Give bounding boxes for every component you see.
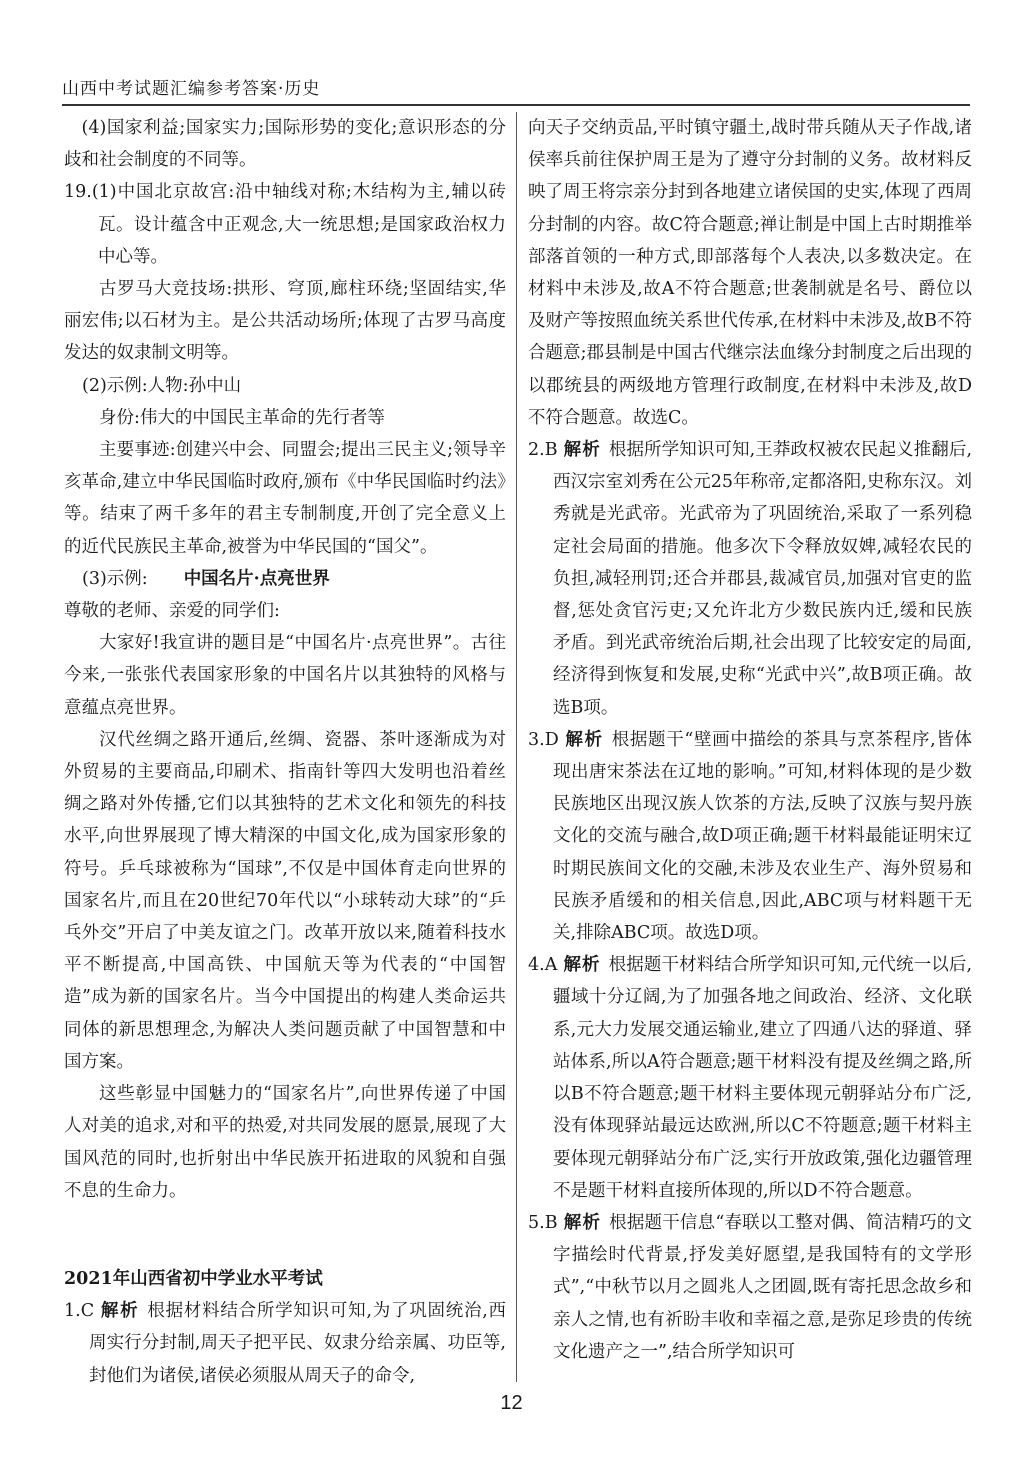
page-number: 12	[500, 1392, 523, 1414]
answer-18-4: (4)国家利益;国家实力;国际形势的变化;意识形态的分歧和社会制度的不同等。	[64, 118, 506, 171]
column-divider	[516, 112, 517, 1382]
answer-19-1-rome: 古罗马大竞技场:拱形、穹顶,廊柱环绕;坚固结实,华丽宏伟;以石材为主。是公共活动场所;体现了古罗马高度发达的奴隶制文明等。	[64, 279, 506, 364]
answer-1	[64, 1295, 506, 1392]
page-header: 山西中考试题汇编参考答案·历史	[62, 79, 321, 99]
answer-5-label: 解析	[563, 1212, 602, 1233]
right-column	[528, 112, 972, 1368]
speech-paragraph-2: 汉代丝绸之路开通后,丝绸、瓷器、茶叶逐渐成为对外贸易的主要商品,印刷术、指南针等四大发明也沿着丝绸之路对外传播,它们以其独特的艺术文化和领先的科技水平,向世界展现了博大精深的中国文化,成为国家形象的符号。乒乓球被称为“国球”,不仅是中国体育走向世界的国家名片,而且在20世纪70年代以“小球转动大球”的“乒乓外交”开启了中美友谊之门。改革开放以来,随着科技水平不断提高,中国高铁、中国航天等为代表的“中国智造”成为新的国家名片。当今中国提出的构建人类命运共同体的新思想理念,为解决人类问题贡献了中国智慧和中国方案。	[64, 729, 506, 1072]
answer-2-number: 2.B	[528, 440, 558, 461]
answer-2	[528, 434, 972, 724]
answer-2-text: 根据所学知识可知,王莽政权被农民起义推翻后,西汉宗室刘秀在公元25年称帝,定都洛阳,史称东汉。刘秀就是光武帝。光武帝为了巩固统治,采取了一系列稳定社会局面的措施。他多次下令释放奴婢,减轻农民的负担,减轻刑罚;还合并郡县,裁减官员,加强对官吏的监督,惩处贪官污吏;又允许北方少数民族内迁,缓和民族矛盾。到光武帝统治后期,社会出现了比较安定的局面,经济得到恢复和发展,史称“光武中兴”,故B项正确。故选B项。	[553, 440, 973, 718]
answer-4-label: 解析	[563, 955, 601, 976]
answer-4-text: 根据题干材料结合所学知识可知,元代统一以后,疆域十分辽阔,为了加强各地之间政治、经济、文化联系,元大力发展交通运输业,建立了四通八达的驿道、驿站体系,所以A符合题意;题干材料没有提及丝绸之路,所以B不符合题意;题干材料主要体现元朝驿站分布广泛,没有体现驿站最远达欧洲,所以C不符题意;题干材料主要体现元朝驿站分布广泛,实行开放政策,强化边疆管理不是题干材料直接所体现的,所以D不符合题意。	[553, 955, 973, 1201]
answer-1-continued: 向天子交纳贡品,平时镇守疆土,战时带兵随从天子作战,诸侯率兵前往保护周王是为了遵守分封制的义务。故材料反映了周王将宗亲分封到各地建立诸侯国的史实,体现了西周分封制的内容。故C符合题意;禅让制是中国上古时期推举部落首领的一种方式,即部落每个人表决,以多数决定。在材料中未涉及,故A不符合题意;世袭制就是名号、爵位以及财产等按照血统关系世代传承,在材料中未涉及,故B不符合题意;郡县制是中国古代继宗法血缘分封制度之后出现的以郡统县的两级地方管理行政制度,在材料中未涉及,故D不符合题意。故选C。	[528, 118, 972, 428]
answer-2-label: 解析	[563, 440, 601, 461]
answer-3-label: 解析	[564, 729, 604, 750]
answer-19-3	[64, 563, 506, 595]
answer-19-3-prefix: (3)示例:	[82, 568, 148, 589]
answer-19-2-deeds: 主要事迹:创建兴中会、同盟会;提出三民主义;领导辛亥革命,建立中华民国临时政府,颁布《中华民国临时约法》等。结束了两千多年的君主专制制度,开创了完全意义上的近代民族民主革命,被誉为中华民国的“国父”。	[64, 440, 506, 557]
answer-19-1: 19.(1)中国北京故宫:沿中轴线对称;木结构为主,辅以砖瓦。设计蕴含中正观念,大一统思想;是国家政治权力中心等。	[64, 182, 506, 267]
answer-19-2-identity: 身份:伟大的中国民主革命的先行者等	[99, 407, 385, 428]
speech-greeting: 尊敬的老师、亲爱的同学们:	[64, 601, 280, 622]
answer-1-text: 根据材料结合所学知识可知,为了巩固统治,西周实行分封制,周天子把平民、奴隶分给亲属、功臣等,封他们为诸侯,诸侯必须服从周天子的命令,	[89, 1301, 507, 1386]
answer-19-2: (2)示例:人物:孙中山	[82, 375, 242, 396]
answer-1-number: 1.C	[64, 1301, 95, 1322]
exam-title: 2021年山西省初中学业水平考试	[64, 1268, 323, 1289]
answer-3-number: 3.D	[528, 729, 559, 750]
speech-paragraph-1: 大家好!我宣讲的题目是“中国名片·点亮世界”。古往今来,一张张代表国家形象的中国名片以其独特的风格与意蕴点亮世界。	[64, 633, 506, 718]
answer-3-text: 根据题干“壁画中描绘的茶具与烹茶程序,皆体现出唐宋茶法在辽地的影响。”可知,材料体现的是少数民族地区出现汉族人饮茶的方法,反映了汉族与契丹族文化的交流与融合,故D项正确;题干材料最能证明宋辽时期民族间文化的交融,未涉及农业生产、海外贸易和民族矛盾缓和的相关信息,因此,ABC项与材料题干无关,排除ABC项。故选D项。	[553, 729, 973, 944]
answer-5-text: 根据题干信息“春联以工整对偶、简洁精巧的文字描绘时代背景,抒发美好愿望,是我国特有的文学形式”,“中秋节以月之圆兆人之团圆,既有寄托思念故乡和亲人之情,也有祈盼丰收和幸福之意,是弥足珍贵的传统文化遗产之一”,结合所学知识可	[553, 1212, 973, 1362]
speech-title: 中国名片·点亮世界	[183, 568, 330, 589]
answer-5	[528, 1207, 972, 1368]
header-rule	[62, 104, 970, 106]
speech-paragraph-3: 这些彰显中国魅力的“国家名片”,向世界传递了中国人对美的追求,对和平的热爱,对共同发展的愿景,展现了大国风范的同时,也折射出中华民族开拓进取的风貌和自强不息的生命力。	[64, 1084, 506, 1201]
left-column	[64, 112, 506, 1392]
answer-5-number: 5.B	[528, 1212, 558, 1233]
answer-4-number: 4.A	[528, 955, 558, 976]
answer-1-label: 解析	[100, 1301, 140, 1322]
answer-4	[528, 949, 972, 1207]
answer-3	[528, 724, 972, 949]
